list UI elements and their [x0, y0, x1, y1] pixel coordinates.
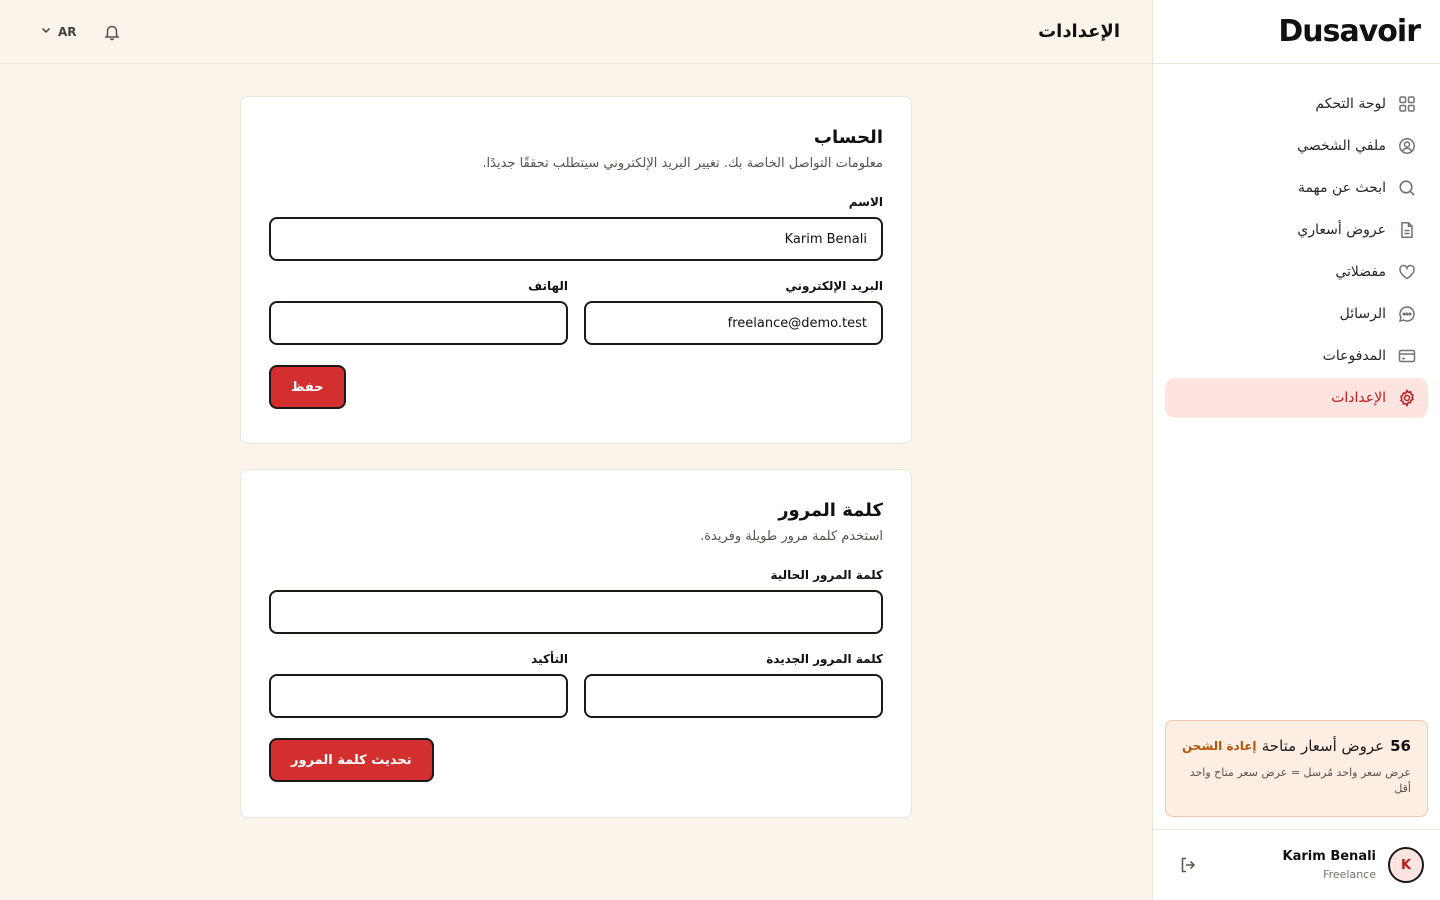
sidebar	[1152, 0, 1440, 900]
account-description: معلومات التواصل الخاصة بك. تغيير البريد الإلكتروني سيتطلب تحققًا جديدًا.	[482, 156, 883, 171]
user-circle-icon	[1398, 137, 1416, 155]
current-password-field[interactable]	[269, 590, 883, 634]
language-selector[interactable]	[40, 24, 77, 39]
new-password-field[interactable]	[584, 674, 883, 718]
credits-label: عروض أسعار متاحة	[1261, 737, 1385, 755]
language-label: AR	[58, 24, 77, 39]
sidebar-item-settings[interactable]	[1165, 378, 1428, 418]
account-title: الحساب	[813, 127, 883, 148]
chevron-down-icon	[40, 24, 52, 39]
sidebar-item-label: الإعدادات	[1331, 390, 1386, 406]
sidebar-item-label: ملفي الشخصي	[1297, 138, 1386, 154]
update-password-button[interactable]: تحديث كلمة المرور	[269, 738, 434, 782]
avatar[interactable]: K	[1388, 847, 1424, 883]
email-label: البريد الإلكتروني	[785, 279, 883, 293]
sidebar-item-label: عروض أسعاري	[1297, 222, 1386, 238]
confirm-password-label: التأكيد	[531, 652, 568, 666]
sidebar-item-label: ابحث عن مهمة	[1297, 180, 1386, 196]
sidebar-item-payments[interactable]	[1165, 336, 1428, 376]
logout-icon[interactable]	[1179, 856, 1197, 878]
sidebar-item-favorites[interactable]	[1165, 252, 1428, 292]
page-title: الإعدادات	[1038, 21, 1120, 42]
brand	[1153, 0, 1440, 64]
sidebar-item-quotes[interactable]	[1165, 210, 1428, 250]
email-field[interactable]	[584, 301, 883, 345]
top-header	[0, 0, 1152, 64]
credits-count	[1262, 737, 1411, 755]
password-title: كلمة المرور	[778, 500, 883, 521]
header-tools	[40, 23, 121, 41]
credit-card-icon	[1398, 347, 1416, 365]
brand-logo[interactable]: Dusavoir	[1278, 14, 1420, 49]
user-role: Freelance	[1323, 868, 1376, 881]
sidebar-item-label: المدفوعات	[1322, 348, 1386, 364]
gear-icon	[1398, 389, 1416, 407]
confirm-password-field[interactable]	[269, 674, 568, 718]
sidebar-item-messages[interactable]	[1165, 294, 1428, 334]
name-field[interactable]	[269, 217, 883, 261]
password-card	[240, 469, 912, 818]
current-password-label: كلمة المرور الحالية	[770, 568, 883, 582]
phone-label: الهاتف	[528, 279, 568, 293]
account-card	[240, 96, 912, 444]
search-icon	[1398, 179, 1416, 197]
sidebar-item-profile[interactable]	[1165, 126, 1428, 166]
refill-link[interactable]: إعادة الشحن	[1182, 739, 1257, 753]
sidebar-nav	[1153, 64, 1440, 436]
sidebar-item-label: لوحة التحكم	[1315, 96, 1386, 112]
new-password-label: كلمة المرور الجديدة	[766, 652, 883, 666]
user-name: Karim Benali	[1282, 849, 1376, 864]
bell-icon[interactable]	[103, 23, 121, 41]
phone-field[interactable]	[269, 301, 568, 345]
grid-icon	[1398, 95, 1416, 113]
heart-icon	[1398, 263, 1416, 281]
save-button[interactable]: حفظ	[269, 365, 346, 409]
quote-credits-card	[1165, 720, 1428, 817]
name-label: الاسم	[848, 195, 883, 209]
password-description: استخدم كلمة مرور طويلة وفريدة.	[700, 529, 883, 544]
sidebar-item-find-job[interactable]	[1165, 168, 1428, 208]
sidebar-item-label: مفضلاتي	[1335, 264, 1386, 280]
user-info	[1283, 849, 1376, 881]
credits-number: 56	[1390, 737, 1411, 755]
user-card	[1153, 829, 1440, 900]
chat-icon	[1398, 305, 1416, 323]
sidebar-item-label: الرسائل	[1339, 306, 1386, 322]
credits-note: عرض سعر واحد مُرسل = عرض سعر متاح واحد أقل	[1189, 766, 1411, 795]
sidebar-item-dashboard[interactable]	[1165, 84, 1428, 124]
document-icon	[1398, 221, 1416, 239]
